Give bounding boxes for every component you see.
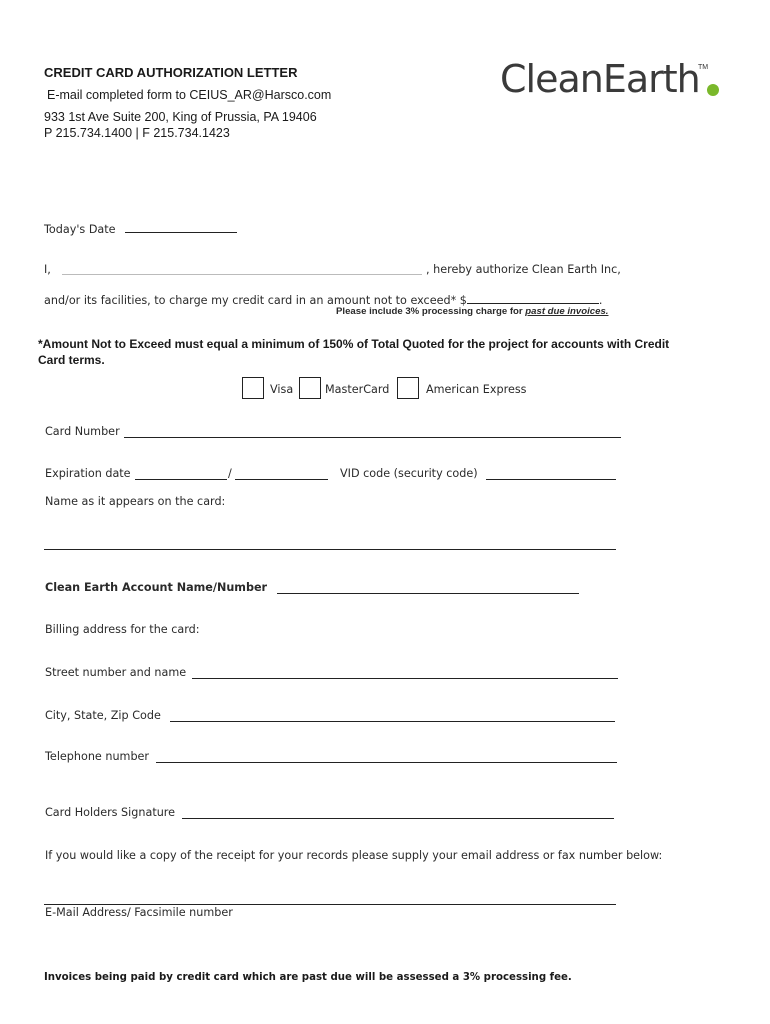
visa-label: Visa — [270, 383, 294, 396]
past-due-fee-note: Invoices being paid by credit card which are past due will be assessed a 3% processing fee. — [44, 972, 572, 983]
billing-label: Billing address for the card: — [45, 623, 200, 636]
telephone-field[interactable] — [156, 762, 617, 763]
card-number-label: Card Number — [45, 425, 120, 438]
email-fax-label: E-Mail Address/ Facsimile number — [45, 906, 233, 919]
document-title: CREDIT CARD AUTHORIZATION LETTER — [44, 65, 298, 80]
amount-minimum-note: *Amount Not to Exceed must equal a minimum of 150% of Total Quoted for the project for accounts with Credit Card terms. — [38, 337, 670, 367]
charge-end: . — [598, 294, 603, 307]
signature-field[interactable] — [182, 818, 614, 819]
account-label: Clean Earth Account Name/Number — [45, 581, 268, 594]
todays-date-row — [44, 221, 237, 236]
processing-note-emphasis: past due invoices. — [525, 306, 609, 317]
todays-date-label: Today's Date — [44, 223, 116, 236]
logo-trademark: TM — [698, 64, 709, 71]
amex-checkbox[interactable] — [397, 377, 419, 399]
expiration-year-field[interactable] — [235, 479, 328, 480]
receipt-copy-note: If you would like a copy of the receipt for your records please supply your email address or fax number below: — [45, 849, 663, 862]
card-number-field[interactable] — [124, 437, 621, 438]
authorize-suffix: , hereby authorize Clean Earth Inc, — [426, 263, 621, 276]
charge-text: and/or its facilities, to charge my credit card in an amount not to exceed* $ — [44, 294, 467, 307]
mastercard-label: MasterCard — [325, 383, 390, 396]
address-line: 933 1st Ave Suite 200, King of Prussia, PA 19406 — [44, 110, 317, 124]
processing-note — [336, 306, 608, 317]
name-on-card-field[interactable] — [44, 549, 616, 550]
logo-wordmark: CleanEarth — [500, 57, 700, 101]
todays-date-field[interactable] — [125, 221, 237, 233]
street-label: Street number and name — [45, 666, 187, 679]
authorizer-name-field[interactable] — [62, 274, 422, 275]
processing-note-text: Please include 3% processing charge for — [336, 306, 526, 317]
city-state-zip-field[interactable] — [170, 721, 615, 722]
charge-row — [44, 292, 602, 307]
expiration-label: Expiration date — [45, 467, 131, 480]
amount-field[interactable] — [467, 292, 599, 304]
logo-green-dot-icon — [707, 84, 719, 96]
street-field[interactable] — [192, 678, 618, 679]
name-on-card-label: Name as it appears on the card: — [45, 495, 226, 508]
expiration-month-field[interactable] — [135, 479, 227, 480]
city-state-zip-label: City, State, Zip Code — [45, 709, 161, 722]
phone-fax-line: P 215.734.1400 | F 215.734.1423 — [44, 126, 230, 140]
account-field[interactable] — [277, 593, 579, 594]
telephone-label: Telephone number — [45, 750, 150, 763]
email-fax-field[interactable] — [44, 904, 616, 905]
signature-label: Card Holders Signature — [45, 806, 176, 819]
expiration-separator: / — [228, 467, 232, 480]
email-instruction: E-mail completed form to CEIUS_AR@Harsco.com — [47, 88, 332, 102]
vid-field[interactable] — [486, 479, 616, 480]
authorize-prefix: I, — [44, 263, 51, 276]
amex-label: American Express — [426, 383, 527, 396]
visa-checkbox[interactable] — [242, 377, 264, 399]
mastercard-checkbox[interactable] — [299, 377, 321, 399]
vid-label: VID code (security code) — [340, 467, 478, 480]
